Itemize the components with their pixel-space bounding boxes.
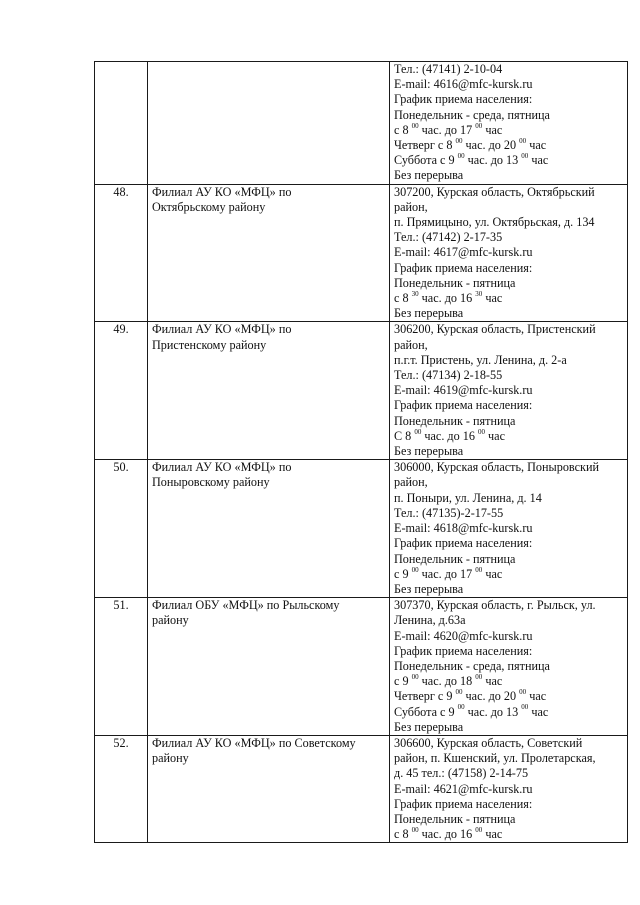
time-minutes-superscript: 00 [411, 826, 419, 835]
branch-name-cell [148, 62, 390, 185]
branch-info-line: График приема населения: [394, 796, 533, 811]
branch-info-line: 306600, Курская область, Советский [394, 735, 583, 750]
table-row [95, 184, 628, 322]
table-body [95, 62, 628, 843]
branch-info-cell [390, 735, 628, 842]
branch-info-line: Понедельник - среда, пятница [394, 107, 550, 122]
time-minutes-superscript: 00 [411, 121, 419, 130]
branch-name-line: Филиал АУ КО «МФЦ» по [152, 322, 292, 337]
branch-info-line: Суббота с 9 $^{00}$ час. до 13 $^{00}$ час [394, 703, 549, 719]
time-minutes-superscript: 00 [411, 673, 419, 682]
branch-info-cell [390, 598, 628, 736]
branch-info-line: с 9 $^{00}$ час. до 17 $^{00}$ час [394, 565, 503, 581]
branch-info-line: E-mail: 4621@mfc-kursk.ru [394, 781, 533, 796]
row-number: 52. [95, 735, 148, 842]
branch-name-line: Филиал АУ КО «МФЦ» по [152, 184, 292, 199]
branch-info-line: Понедельник - пятница [394, 275, 516, 290]
branch-name-line: Поныровскому району [152, 475, 270, 490]
branch-info-line: E-mail: 4618@mfc-kursk.ru [394, 521, 533, 536]
branch-info-line: п. Поныри, ул. Ленина, д. 14 [394, 490, 542, 505]
time-minutes-superscript: 00 [455, 136, 463, 145]
branch-info-line: Понедельник - среда, пятница [394, 658, 550, 673]
branch-info-line: район, [394, 199, 428, 214]
branch-info-line: Тел.: (47134) 2-18-55 [394, 368, 503, 383]
row-number: 48. [95, 184, 148, 322]
table-row [95, 460, 628, 598]
branch-info-line: График приема населения: [394, 398, 533, 413]
table-row [95, 62, 628, 185]
branch-info-cell [390, 322, 628, 460]
branch-info-line: 307370, Курская область, г. Рыльск, ул. [394, 598, 596, 613]
branch-info-line: 307200, Курская область, Октябрьский [394, 184, 595, 199]
time-minutes-superscript: 00 [457, 152, 465, 161]
branch-info-line: п. Прямицыно, ул. Октябрьская, д. 134 [394, 215, 595, 230]
branch-info-line: Понедельник - пятница [394, 811, 516, 826]
branch-name-line: району [152, 613, 189, 628]
branch-info-line: 306000, Курская область, Поныровский [394, 460, 599, 475]
branch-name-line: Филиал АУ КО «МФЦ» по Советскому [152, 735, 356, 750]
time-minutes-superscript: 00 [521, 703, 529, 712]
branch-info-line: д. 45 тел.: (47158) 2-14-75 [394, 766, 529, 781]
row-number: 51. [95, 598, 148, 736]
time-minutes-superscript: 00 [478, 427, 485, 436]
branch-info-line: Тел.: (47142) 2-17-35 [394, 230, 503, 245]
branch-info-line: Суббота с 9 $^{00}$ час. до 13 $^{00}$ час [394, 152, 549, 168]
branch-info-line: Ленина, д.63а [394, 613, 466, 628]
branch-info-line: Понедельник - пятница [394, 551, 516, 566]
branch-info-line: Без перерыва [394, 444, 464, 459]
time-minutes-superscript: 30 [411, 289, 419, 298]
table-row [95, 322, 628, 460]
table-row [95, 735, 628, 842]
row-number: 50. [95, 460, 148, 598]
branch-info-line: район, п. Кшенский, ул. Пролетарская, [394, 751, 596, 766]
branch-name-cell [148, 735, 390, 842]
branch-info-line: Без перерыва [394, 306, 464, 321]
branch-info-line: район, [394, 475, 428, 490]
branch-info-line: График приема населения: [394, 643, 533, 658]
branch-name-cell [148, 184, 390, 322]
branch-name-line: Пристенскому району [152, 337, 267, 352]
branch-info-cell [390, 460, 628, 598]
time-minutes-superscript: 00 [521, 152, 529, 161]
branch-name-line: Филиал АУ КО «МФЦ» по [152, 460, 292, 475]
row-number: 49. [95, 322, 148, 460]
branch-info-line: Без перерыва [394, 168, 464, 183]
branch-info-line: С 8 $^{00}$ час. до 16 $^{00}$ час [394, 427, 505, 443]
branch-info-line: Тел.: (47135)-2-17-55 [394, 505, 504, 520]
branch-info-line: График приема населения: [394, 536, 533, 551]
table-row [95, 598, 628, 736]
branch-info-cell [390, 184, 628, 322]
time-minutes-superscript: 00 [457, 703, 465, 712]
time-minutes-superscript: 00 [475, 826, 483, 835]
branch-name-cell [148, 460, 390, 598]
branch-info-line: Без перерыва [394, 719, 464, 734]
branch-name-line: району [152, 751, 189, 766]
branch-info-line: с 8 $^{00}$ час. до 16 $^{00}$ час [394, 826, 503, 842]
branch-info-line: с 8 $^{30}$ час. до 16 $^{30}$ час [394, 289, 503, 306]
branch-info-line: с 8 $^{00}$ час. до 17 $^{00}$ час [394, 121, 503, 137]
branch-info-line: Тел.: (47141) 2-10-04 [394, 62, 503, 76]
time-minutes-superscript: 00 [475, 121, 483, 130]
branch-info-line: Четверг с 8 $^{00}$ час. до 20 $^{00}$ час [394, 136, 547, 153]
time-minutes-superscript: 30 [475, 289, 483, 298]
time-minutes-superscript: 00 [455, 688, 463, 697]
time-minutes-superscript: 00 [414, 427, 422, 436]
branch-info-line: Без перерыва [394, 581, 464, 596]
time-minutes-superscript: 00 [475, 673, 483, 682]
branch-info-line: График приема населения: [394, 260, 533, 275]
time-minutes-superscript: 00 [519, 136, 527, 145]
branch-info-line: район, [394, 337, 428, 352]
time-minutes-superscript: 00 [475, 565, 483, 574]
branch-info-cell [390, 62, 628, 185]
branch-table [94, 61, 628, 843]
branch-info-line: п.г.т. Пристень, ул. Ленина, д. 2-а [394, 352, 567, 367]
time-minutes-superscript: 00 [411, 565, 419, 574]
branch-info-line: E-mail: 4617@mfc-kursk.ru [394, 245, 533, 260]
branch-info-line: с 9 $^{00}$ час. до 18 $^{00}$ час [394, 673, 503, 689]
branch-name-cell [148, 322, 390, 460]
row-number [95, 62, 148, 185]
branch-info-line: E-mail: 4616@mfc-kursk.ru [394, 77, 533, 92]
branch-info-line: График приема населения: [394, 92, 533, 107]
branch-name-line: Октябрьскому району [152, 199, 266, 214]
branch-info-line: E-mail: 4619@mfc-kursk.ru [394, 383, 533, 398]
time-minutes-superscript: 00 [519, 688, 527, 697]
branch-info-line: Понедельник - пятница [394, 413, 516, 428]
branch-name-line: Филиал ОБУ «МФЦ» по Рыльскому [152, 598, 340, 613]
branch-name-cell [148, 598, 390, 736]
branch-info-line: E-mail: 4620@mfc-kursk.ru [394, 628, 533, 643]
branch-info-line: 306200, Курская область, Пристенский [394, 322, 596, 337]
branch-info-line: Четверг с 9 $^{00}$ час. до 20 $^{00}$ час [394, 688, 547, 704]
